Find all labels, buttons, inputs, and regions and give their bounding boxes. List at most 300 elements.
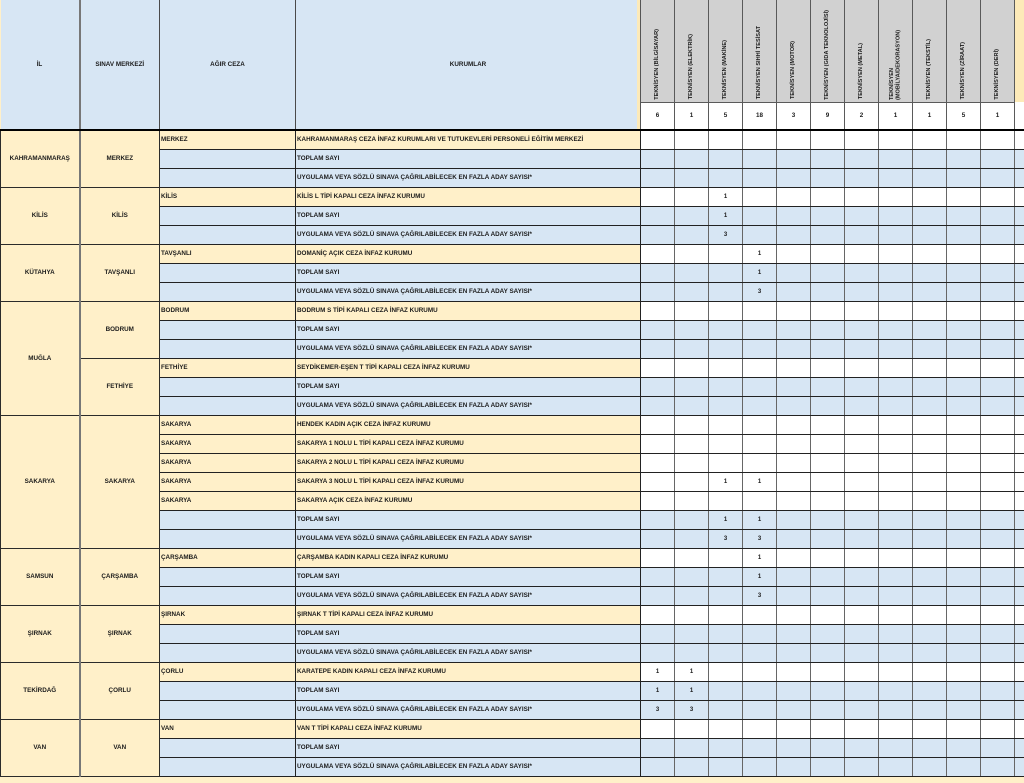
- value-cell[interactable]: [675, 149, 709, 168]
- province-cell[interactable]: VAN: [1, 719, 80, 776]
- summary-label-cell[interactable]: TOPLAM SAYI: [296, 681, 641, 700]
- value-cell[interactable]: 3: [709, 225, 743, 244]
- value-cell[interactable]: [743, 662, 777, 681]
- value-cell[interactable]: [981, 206, 1015, 225]
- value-cell[interactable]: 3: [743, 282, 777, 301]
- value-cell[interactable]: [845, 605, 879, 624]
- value-cell[interactable]: [709, 681, 743, 700]
- agir-ceza-cell[interactable]: KİLİS: [160, 187, 296, 206]
- summary-label-cell[interactable]: TOPLAM SAYI: [296, 320, 641, 339]
- value-cell[interactable]: [811, 605, 845, 624]
- value-cell[interactable]: [675, 548, 709, 567]
- column-header[interactable]: [675, 0, 709, 102]
- value-cell[interactable]: [709, 320, 743, 339]
- value-cell[interactable]: [811, 548, 845, 567]
- value-cell[interactable]: [913, 434, 947, 453]
- value-cell[interactable]: [811, 301, 845, 320]
- value-cell[interactable]: 3: [709, 529, 743, 548]
- value-cell[interactable]: [675, 643, 709, 662]
- value-cell[interactable]: [981, 339, 1015, 358]
- value-cell[interactable]: 1: [675, 662, 709, 681]
- value-cell[interactable]: [641, 415, 675, 434]
- value-cell[interactable]: [981, 149, 1015, 168]
- agir-ceza-cell[interactable]: [160, 377, 296, 396]
- value-cell[interactable]: [641, 244, 675, 263]
- value-cell[interactable]: [913, 586, 947, 605]
- value-cell[interactable]: [947, 187, 981, 206]
- value-cell[interactable]: [709, 548, 743, 567]
- value-cell[interactable]: [981, 244, 1015, 263]
- value-cell[interactable]: [777, 377, 811, 396]
- value-cell[interactable]: [675, 168, 709, 187]
- province-cell[interactable]: MUĞLA: [1, 301, 80, 415]
- column-header[interactable]: [641, 0, 675, 102]
- value-cell[interactable]: [675, 738, 709, 757]
- value-cell[interactable]: [845, 168, 879, 187]
- institution-cell[interactable]: KAHRAMANMARAŞ CEZA İNFAZ KURUMLARI VE TUTUKEVLERİ PERSONELİ EĞİTİM MERKEZİ: [296, 130, 641, 149]
- agir-ceza-cell[interactable]: [160, 149, 296, 168]
- value-cell[interactable]: [981, 130, 1015, 149]
- value-cell[interactable]: [811, 358, 845, 377]
- value-cell[interactable]: [641, 434, 675, 453]
- value-cell[interactable]: [947, 168, 981, 187]
- value-cell[interactable]: [913, 320, 947, 339]
- column-header[interactable]: [981, 0, 1015, 102]
- summary-label-cell[interactable]: UYGULAMA VEYA SÖZLÜ SINAVA ÇAĞRILABİLECEK EN FAZLA ADAY SAYISI*: [296, 225, 641, 244]
- value-cell[interactable]: [981, 510, 1015, 529]
- value-cell[interactable]: [777, 301, 811, 320]
- value-cell[interactable]: [947, 130, 981, 149]
- value-cell[interactable]: [675, 187, 709, 206]
- agir-ceza-cell[interactable]: [160, 396, 296, 415]
- column-header[interactable]: [743, 0, 777, 102]
- value-cell[interactable]: [777, 510, 811, 529]
- exam-center-cell[interactable]: MERKEZ: [80, 130, 160, 187]
- agir-ceza-cell[interactable]: [160, 263, 296, 282]
- value-cell[interactable]: [981, 719, 1015, 738]
- value-cell[interactable]: 3: [675, 700, 709, 719]
- value-cell[interactable]: [811, 415, 845, 434]
- value-cell[interactable]: [709, 396, 743, 415]
- value-cell[interactable]: 1: [675, 681, 709, 700]
- summary-label-cell[interactable]: TOPLAM SAYI: [296, 738, 641, 757]
- value-cell[interactable]: [811, 187, 845, 206]
- value-cell[interactable]: [947, 244, 981, 263]
- value-cell[interactable]: [981, 358, 1015, 377]
- value-cell[interactable]: [845, 662, 879, 681]
- value-cell[interactable]: [811, 491, 845, 510]
- value-cell[interactable]: [641, 491, 675, 510]
- agir-ceza-cell[interactable]: [160, 757, 296, 776]
- value-cell[interactable]: [981, 320, 1015, 339]
- value-cell[interactable]: [641, 263, 675, 282]
- province-cell[interactable]: TEKİRDAĞ: [1, 662, 80, 719]
- value-cell[interactable]: [777, 149, 811, 168]
- value-cell[interactable]: [743, 624, 777, 643]
- value-cell[interactable]: [777, 320, 811, 339]
- value-cell[interactable]: [981, 681, 1015, 700]
- value-cell[interactable]: [879, 206, 913, 225]
- value-cell[interactable]: [879, 529, 913, 548]
- value-cell[interactable]: [845, 396, 879, 415]
- agir-ceza-cell[interactable]: SAKARYA: [160, 453, 296, 472]
- value-cell[interactable]: [743, 605, 777, 624]
- exam-center-cell[interactable]: BODRUM: [80, 301, 160, 358]
- value-cell[interactable]: [709, 358, 743, 377]
- value-cell[interactable]: [845, 700, 879, 719]
- agir-ceza-cell[interactable]: SAKARYA: [160, 434, 296, 453]
- value-cell[interactable]: [947, 472, 981, 491]
- agir-ceza-cell[interactable]: TAVŞANLI: [160, 244, 296, 263]
- value-cell[interactable]: [845, 586, 879, 605]
- value-cell[interactable]: [947, 453, 981, 472]
- summary-label-cell[interactable]: TOPLAM SAYI: [296, 149, 641, 168]
- value-cell[interactable]: [913, 130, 947, 149]
- value-cell[interactable]: [709, 586, 743, 605]
- value-cell[interactable]: [947, 434, 981, 453]
- agir-ceza-cell[interactable]: [160, 510, 296, 529]
- value-cell[interactable]: [811, 225, 845, 244]
- exam-center-cell[interactable]: KİLİS: [80, 187, 160, 244]
- value-cell[interactable]: [913, 700, 947, 719]
- value-cell[interactable]: 3: [743, 586, 777, 605]
- value-cell[interactable]: [879, 396, 913, 415]
- value-cell[interactable]: [879, 681, 913, 700]
- value-cell[interactable]: [777, 624, 811, 643]
- summary-label-cell[interactable]: TOPLAM SAYI: [296, 377, 641, 396]
- value-cell[interactable]: [845, 187, 879, 206]
- value-cell[interactable]: [913, 491, 947, 510]
- value-cell[interactable]: [777, 168, 811, 187]
- value-cell[interactable]: [845, 510, 879, 529]
- value-cell[interactable]: [845, 206, 879, 225]
- value-cell[interactable]: [641, 529, 675, 548]
- value-cell[interactable]: [981, 415, 1015, 434]
- value-cell[interactable]: [777, 130, 811, 149]
- value-cell[interactable]: [913, 415, 947, 434]
- value-cell[interactable]: [641, 453, 675, 472]
- value-cell[interactable]: [981, 491, 1015, 510]
- value-cell[interactable]: 1: [743, 510, 777, 529]
- value-cell[interactable]: [675, 206, 709, 225]
- value-cell[interactable]: [879, 225, 913, 244]
- value-cell[interactable]: [777, 225, 811, 244]
- value-cell[interactable]: [879, 757, 913, 776]
- value-cell[interactable]: [947, 358, 981, 377]
- value-cell[interactable]: [879, 130, 913, 149]
- value-cell[interactable]: [947, 320, 981, 339]
- value-cell[interactable]: [641, 719, 675, 738]
- value-cell[interactable]: [913, 149, 947, 168]
- value-cell[interactable]: [947, 757, 981, 776]
- value-cell[interactable]: [811, 643, 845, 662]
- value-cell[interactable]: [811, 757, 845, 776]
- value-cell[interactable]: [743, 149, 777, 168]
- value-cell[interactable]: [811, 244, 845, 263]
- value-cell[interactable]: 1: [709, 472, 743, 491]
- value-cell[interactable]: [845, 244, 879, 263]
- value-cell[interactable]: [913, 225, 947, 244]
- agir-ceza-cell[interactable]: [160, 339, 296, 358]
- value-cell[interactable]: [675, 263, 709, 282]
- value-cell[interactable]: [913, 567, 947, 586]
- value-cell[interactable]: [845, 358, 879, 377]
- value-cell[interactable]: [947, 719, 981, 738]
- value-cell[interactable]: [913, 529, 947, 548]
- value-cell[interactable]: [777, 529, 811, 548]
- value-cell[interactable]: [709, 700, 743, 719]
- agir-ceza-cell[interactable]: ÇARŞAMBA: [160, 548, 296, 567]
- value-cell[interactable]: [777, 396, 811, 415]
- value-cell[interactable]: [641, 187, 675, 206]
- value-cell[interactable]: [947, 662, 981, 681]
- exam-center-cell[interactable]: ŞIRNAK: [80, 605, 160, 662]
- value-cell[interactable]: [709, 244, 743, 263]
- value-cell[interactable]: [981, 700, 1015, 719]
- value-cell[interactable]: 1: [641, 681, 675, 700]
- value-cell[interactable]: [879, 187, 913, 206]
- value-cell[interactable]: [675, 282, 709, 301]
- value-cell[interactable]: [811, 624, 845, 643]
- value-cell[interactable]: [913, 662, 947, 681]
- value-cell[interactable]: [879, 605, 913, 624]
- value-cell[interactable]: [709, 453, 743, 472]
- value-cell[interactable]: [913, 719, 947, 738]
- value-cell[interactable]: [641, 757, 675, 776]
- value-cell[interactable]: [913, 643, 947, 662]
- value-cell[interactable]: [879, 491, 913, 510]
- institution-cell[interactable]: SAKARYA 2 NOLU L TİPİ KAPALI CEZA İNFAZ KURUMU: [296, 453, 641, 472]
- value-cell[interactable]: [913, 244, 947, 263]
- summary-label-cell[interactable]: UYGULAMA VEYA SÖZLÜ SINAVA ÇAĞRILABİLECEK EN FAZLA ADAY SAYISI*: [296, 339, 641, 358]
- value-cell[interactable]: 1: [743, 263, 777, 282]
- value-cell[interactable]: [709, 643, 743, 662]
- value-cell[interactable]: [641, 567, 675, 586]
- value-cell[interactable]: [845, 719, 879, 738]
- value-cell[interactable]: [675, 301, 709, 320]
- value-cell[interactable]: [947, 605, 981, 624]
- value-cell[interactable]: [947, 206, 981, 225]
- value-cell[interactable]: [879, 434, 913, 453]
- value-cell[interactable]: [845, 434, 879, 453]
- value-cell[interactable]: [811, 529, 845, 548]
- column-header[interactable]: [913, 0, 947, 102]
- summary-label-cell[interactable]: UYGULAMA VEYA SÖZLÜ SINAVA ÇAĞRILABİLECEK EN FAZLA ADAY SAYISI*: [296, 168, 641, 187]
- value-cell[interactable]: [845, 757, 879, 776]
- value-cell[interactable]: [947, 282, 981, 301]
- value-cell[interactable]: [981, 472, 1015, 491]
- value-cell[interactable]: [981, 624, 1015, 643]
- value-cell[interactable]: [879, 282, 913, 301]
- value-cell[interactable]: [777, 491, 811, 510]
- value-cell[interactable]: [879, 149, 913, 168]
- value-cell[interactable]: [913, 624, 947, 643]
- value-cell[interactable]: [811, 510, 845, 529]
- value-cell[interactable]: [777, 662, 811, 681]
- value-cell[interactable]: [675, 244, 709, 263]
- header-agir-ceza[interactable]: AĞIR CEZA: [160, 0, 296, 130]
- column-header[interactable]: [709, 0, 743, 102]
- value-cell[interactable]: [947, 415, 981, 434]
- value-cell[interactable]: [641, 624, 675, 643]
- value-cell[interactable]: [743, 700, 777, 719]
- exam-center-cell[interactable]: VAN: [80, 719, 160, 776]
- value-cell[interactable]: [879, 263, 913, 282]
- value-cell[interactable]: [879, 377, 913, 396]
- value-cell[interactable]: [947, 491, 981, 510]
- province-cell[interactable]: KAHRAMANMARAŞ: [1, 130, 80, 187]
- value-cell[interactable]: [981, 567, 1015, 586]
- value-cell[interactable]: [777, 339, 811, 358]
- value-cell[interactable]: [777, 643, 811, 662]
- value-cell[interactable]: 3: [641, 700, 675, 719]
- value-cell[interactable]: [675, 586, 709, 605]
- agir-ceza-cell[interactable]: [160, 282, 296, 301]
- value-cell[interactable]: [981, 225, 1015, 244]
- value-cell[interactable]: [913, 301, 947, 320]
- institution-cell[interactable]: ÇARŞAMBA KADIN KAPALI CEZA İNFAZ KURUMU: [296, 548, 641, 567]
- value-cell[interactable]: [811, 206, 845, 225]
- value-cell[interactable]: [675, 605, 709, 624]
- province-cell[interactable]: SAMSUN: [1, 548, 80, 605]
- value-cell[interactable]: [641, 605, 675, 624]
- value-cell[interactable]: [743, 339, 777, 358]
- column-header[interactable]: [879, 0, 913, 102]
- value-cell[interactable]: [913, 282, 947, 301]
- value-cell[interactable]: [709, 662, 743, 681]
- institution-cell[interactable]: KİLİS L TİPİ KAPALI CEZA İNFAZ KURUMU: [296, 187, 641, 206]
- value-cell[interactable]: [845, 377, 879, 396]
- value-cell[interactable]: [879, 586, 913, 605]
- value-cell[interactable]: [845, 567, 879, 586]
- value-cell[interactable]: [675, 719, 709, 738]
- value-cell[interactable]: [947, 339, 981, 358]
- agir-ceza-cell[interactable]: ÇORLU: [160, 662, 296, 681]
- value-cell[interactable]: [709, 738, 743, 757]
- value-cell[interactable]: [947, 567, 981, 586]
- province-cell[interactable]: KÜTAHYA: [1, 244, 80, 301]
- value-cell[interactable]: [845, 681, 879, 700]
- exam-center-cell[interactable]: SAKARYA: [80, 415, 160, 548]
- value-cell[interactable]: [641, 358, 675, 377]
- value-cell[interactable]: [811, 168, 845, 187]
- value-cell[interactable]: [709, 567, 743, 586]
- agir-ceza-cell[interactable]: ŞIRNAK: [160, 605, 296, 624]
- value-cell[interactable]: [845, 529, 879, 548]
- value-cell[interactable]: [879, 700, 913, 719]
- province-cell[interactable]: SAKARYA: [1, 415, 80, 548]
- value-cell[interactable]: [811, 738, 845, 757]
- agir-ceza-cell[interactable]: [160, 206, 296, 225]
- value-cell[interactable]: [777, 757, 811, 776]
- value-cell[interactable]: [811, 681, 845, 700]
- value-cell[interactable]: [845, 548, 879, 567]
- value-cell[interactable]: [675, 491, 709, 510]
- value-cell[interactable]: [981, 301, 1015, 320]
- value-cell[interactable]: [641, 377, 675, 396]
- value-cell[interactable]: [641, 320, 675, 339]
- value-cell[interactable]: [743, 491, 777, 510]
- value-cell[interactable]: [709, 757, 743, 776]
- value-cell[interactable]: [913, 168, 947, 187]
- institution-cell[interactable]: SEYDİKEMER-EŞEN T TİPİ KAPALI CEZA İNFAZ KURUMU: [296, 358, 641, 377]
- value-cell[interactable]: [845, 339, 879, 358]
- value-cell[interactable]: [641, 225, 675, 244]
- value-cell[interactable]: [811, 472, 845, 491]
- value-cell[interactable]: [777, 719, 811, 738]
- value-cell[interactable]: [709, 605, 743, 624]
- value-cell[interactable]: [777, 586, 811, 605]
- value-cell[interactable]: [777, 282, 811, 301]
- value-cell[interactable]: [743, 301, 777, 320]
- value-cell[interactable]: [879, 738, 913, 757]
- institution-cell[interactable]: BODRUM S TİPİ KAPALI CEZA İNFAZ KURUMU: [296, 301, 641, 320]
- value-cell[interactable]: [743, 453, 777, 472]
- value-cell[interactable]: [743, 415, 777, 434]
- value-cell[interactable]: [879, 320, 913, 339]
- summary-label-cell[interactable]: UYGULAMA VEYA SÖZLÜ SINAVA ÇAĞRILABİLECEK EN FAZLA ADAY SAYISI*: [296, 396, 641, 415]
- value-cell[interactable]: 1: [709, 187, 743, 206]
- value-cell[interactable]: [947, 548, 981, 567]
- value-cell[interactable]: [981, 396, 1015, 415]
- value-cell[interactable]: 1: [641, 662, 675, 681]
- institution-cell[interactable]: SAKARYA 3 NOLU L TİPİ KAPALI CEZA İNFAZ KURUMU: [296, 472, 641, 491]
- value-cell[interactable]: [913, 339, 947, 358]
- value-cell[interactable]: [947, 681, 981, 700]
- value-cell[interactable]: [641, 548, 675, 567]
- value-cell[interactable]: [879, 472, 913, 491]
- value-cell[interactable]: [811, 453, 845, 472]
- value-cell[interactable]: [777, 548, 811, 567]
- value-cell[interactable]: [675, 415, 709, 434]
- institution-cell[interactable]: HENDEK KADIN AÇIK CEZA İNFAZ KURUMU: [296, 415, 641, 434]
- value-cell[interactable]: [743, 681, 777, 700]
- value-cell[interactable]: [641, 301, 675, 320]
- value-cell[interactable]: [811, 700, 845, 719]
- summary-label-cell[interactable]: UYGULAMA VEYA SÖZLÜ SINAVA ÇAĞRILABİLECEK EN FAZLA ADAY SAYISI*: [296, 700, 641, 719]
- value-cell[interactable]: [879, 510, 913, 529]
- summary-label-cell[interactable]: TOPLAM SAYI: [296, 567, 641, 586]
- value-cell[interactable]: [641, 643, 675, 662]
- value-cell[interactable]: [981, 168, 1015, 187]
- value-cell[interactable]: 3: [743, 529, 777, 548]
- value-cell[interactable]: [981, 605, 1015, 624]
- column-header[interactable]: [777, 0, 811, 102]
- value-cell[interactable]: [777, 472, 811, 491]
- value-cell[interactable]: [879, 624, 913, 643]
- value-cell[interactable]: [913, 738, 947, 757]
- column-header[interactable]: [811, 0, 845, 102]
- value-cell[interactable]: [641, 206, 675, 225]
- summary-label-cell[interactable]: UYGULAMA VEYA SÖZLÜ SINAVA ÇAĞRILABİLECEK EN FAZLA ADAY SAYISI*: [296, 282, 641, 301]
- value-cell[interactable]: [811, 434, 845, 453]
- value-cell[interactable]: [641, 738, 675, 757]
- value-cell[interactable]: [981, 187, 1015, 206]
- agir-ceza-cell[interactable]: SAKARYA: [160, 472, 296, 491]
- value-cell[interactable]: [675, 510, 709, 529]
- institution-cell[interactable]: SAKARYA 1 NOLU L TİPİ KAPALI CEZA İNFAZ KURUMU: [296, 434, 641, 453]
- value-cell[interactable]: [743, 377, 777, 396]
- value-cell[interactable]: [879, 662, 913, 681]
- value-cell[interactable]: [913, 263, 947, 282]
- value-cell[interactable]: [811, 339, 845, 358]
- value-cell[interactable]: [913, 453, 947, 472]
- value-cell[interactable]: [879, 244, 913, 263]
- value-cell[interactable]: [947, 624, 981, 643]
- value-cell[interactable]: [913, 681, 947, 700]
- value-cell[interactable]: [777, 415, 811, 434]
- agir-ceza-cell[interactable]: [160, 529, 296, 548]
